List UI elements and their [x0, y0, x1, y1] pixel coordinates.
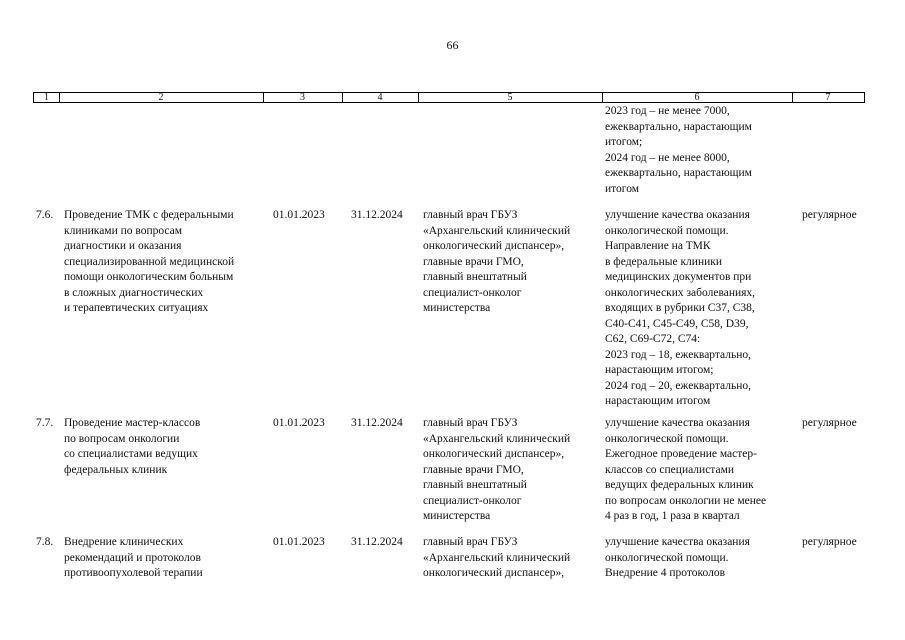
end-date: 31.12.2024: [351, 536, 403, 548]
responsible-text: главный врач ГБУЗ «Архангельский клинический онкологический диспансер»,: [423, 536, 571, 579]
event-type: регулярное: [802, 536, 857, 548]
table-header-row: [33, 92, 865, 103]
header-cell-3: 3: [300, 92, 305, 103]
row-number: 7.6.: [36, 209, 54, 221]
end-date: 31.12.2024: [351, 209, 403, 221]
responsible-text: главный врач ГБУЗ «Архангельский клинический онкологический диспансер», главные врачи ГМО, главный внештатный специалист-онколог министерства: [423, 417, 571, 522]
carryover-outcome-text: 2023 год – не менее 7000, ежеквартально, нарастающим итогом; 2024 год – не менее 8000, ежеквартально, нарастающим итогом: [605, 105, 752, 195]
header-cell-6: 6: [694, 92, 700, 103]
outcome-text: улучшение качества оказания онкологической помощи. Ежегодное проведение мастер- классов со специалистами ведущих федеральных клиник по вопросам онкологии не менее 4 раз в год, 1 раза в квартал: [605, 417, 767, 522]
header-cell-2: 2: [158, 92, 164, 103]
row-number: 7.8.: [36, 536, 54, 548]
start-date: 01.01.2023: [273, 536, 325, 548]
activity-name: Внедрение клинических рекомендаций и протоколов противоопухолевой терапии: [64, 536, 203, 579]
responsible-text: главный врач ГБУЗ «Архангельский клинический онкологический диспансер», главные врачи ГМО, главный внештатный специалист-онколог министерства: [423, 209, 571, 314]
end-date: 31.12.2024: [351, 417, 403, 429]
activity-name: Проведение мастер-классов по вопросам онкологии со специалистами ведущих федеральных клиник: [64, 417, 201, 476]
page-number: 66: [446, 38, 459, 52]
outcome-text: улучшение качества оказания онкологической помощи. Внедрение 4 протоколов: [605, 536, 750, 579]
activity-name: Проведение ТМК с федеральными клиниками по вопросам диагностики и оказания специализированной медицинской помощи онкологическим больным в сложных диагностических и терапевтических ситуациях: [64, 209, 235, 314]
outcome-text: улучшение качества оказания онкологической помощи. Направление на ТМК в федеральные клиники медицинских документов при онкологических заболеваниях, входящих в рубрики C37, C38, C40-C41, C45-C49, C58, D39, C62, C69-C72, C74: 2023 год – 18, ежеквартально, нарастающим итогом; 2024 год – 20, ежеквартально, нарастающим итогом: [605, 209, 756, 407]
event-type: регулярное: [802, 209, 857, 221]
start-date: 01.01.2023: [273, 209, 325, 221]
header-cell-7: 7: [825, 92, 831, 103]
header-cell-1: 1: [44, 92, 49, 103]
header-cell-5: 5: [507, 92, 513, 103]
header-cell-4: 4: [377, 92, 383, 103]
start-date: 01.01.2023: [273, 417, 325, 429]
event-type: регулярное: [802, 417, 857, 429]
row-number: 7.7.: [36, 417, 54, 429]
